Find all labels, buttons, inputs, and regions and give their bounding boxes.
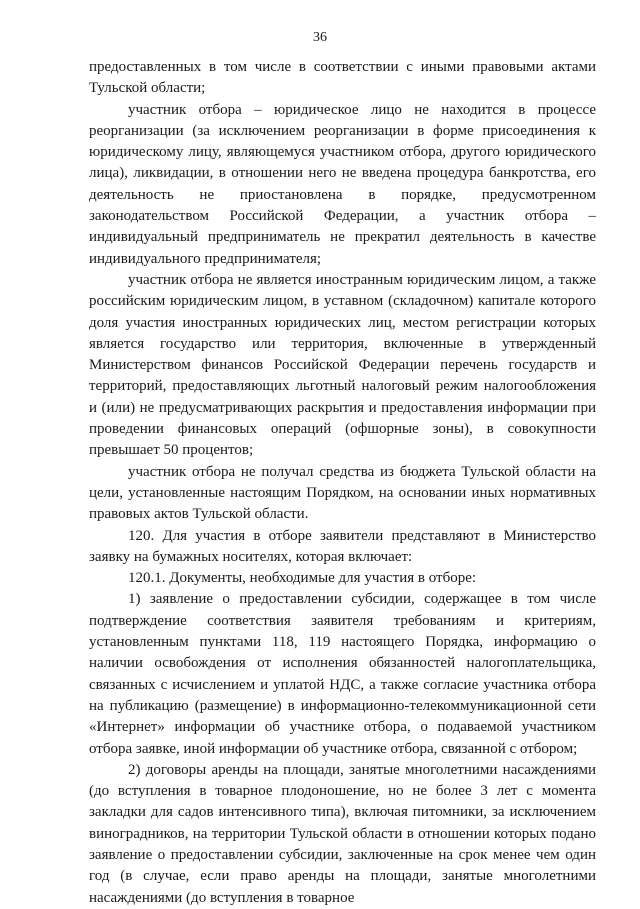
- paragraph-item-1-application: 1) заявление о предоставлении субсидии, содержащее в том числе подтверждение соответствия заявителя требованиям и критериям, установленным пунктами 118, 119 настоящего Порядка, информацию о наличии освобождения от исполнения обязанностей налогоплательщика, связанных с исчислением и уплатой НДС, а также согласие участника отбора на публикацию (размещение) в информационно-телекоммуникационной сети «Интернет» информации об участнике отбора, о подаваемой участником отбора заявке, иной информации об участнике отбора, связанной с отбором;: [89, 591, 596, 757]
- paragraph-continuation: предоставленных в том числе в соответствии с иными правовыми актами Тульской области;: [89, 59, 596, 97]
- paragraph-clause-120: 120. Для участия в отборе заявители представляют в Министерство заявку на бумажных носителях, которая включает:: [89, 527, 596, 565]
- document-body: [89, 57, 596, 909]
- paragraph-item-2-lease-agreements: 2) договоры аренды на площади, занятые многолетними насаждениями (до вступления в товарное плодоношение, но не более 3 лет с момента закладки для садов интенсивного типа), включая питомники, за исключением виноградников, на территории Тульской области в отношении которых подано заявление о предоставлении субсидии, заключенные на срок менее чем один год (в случае, если право аренды на площади, занятые многолетними насаждениями (до вступления в товарное: [89, 761, 596, 906]
- paragraph-reorganization-condition: участник отбора – юридическое лицо не находится в процессе реорганизации (за исключением реорганизации в форме присоединения к юридическому лицу, являющемуся участником отбора, другого юридического лица), ликвидации, в отношении него не введена процедура банкротства, его деятельность не приостановлена в порядке, предусмотренном законодательством Российской Федерации, а участник отбора – индивидуальный предприниматель не прекратил деятельность в качестве индивидуального предпринимателя;: [89, 101, 596, 267]
- paragraph-budget-funds-condition: участник отбора не получал средства из бюджета Тульской области на цели, установленные настоящим Порядком, на основании иных нормативных правовых актов Тульской области.: [89, 463, 596, 523]
- page-number: 36: [313, 30, 327, 45]
- paragraph-foreign-entity-condition: участник отбора не является иностранным юридическим лицом, а также российским юридическим лицом, в уставном (складочном) капитале которого доля участия иностранных юридических лиц, местом регистрации которых является государство или территория, включенные в утвержденный Министерством финансов Российской Федерации перечень государств и территорий, предоставляющих льготный налоговый режим налогообложения и (или) не предусматривающих раскрытия и предоставления информации при проведении финансовых операций (офшорные зоны), в совокупности превышает 50 процентов;: [89, 271, 596, 459]
- paragraph-clause-120-1: 120.1. Документы, необходимые для участия в отборе:: [128, 570, 477, 587]
